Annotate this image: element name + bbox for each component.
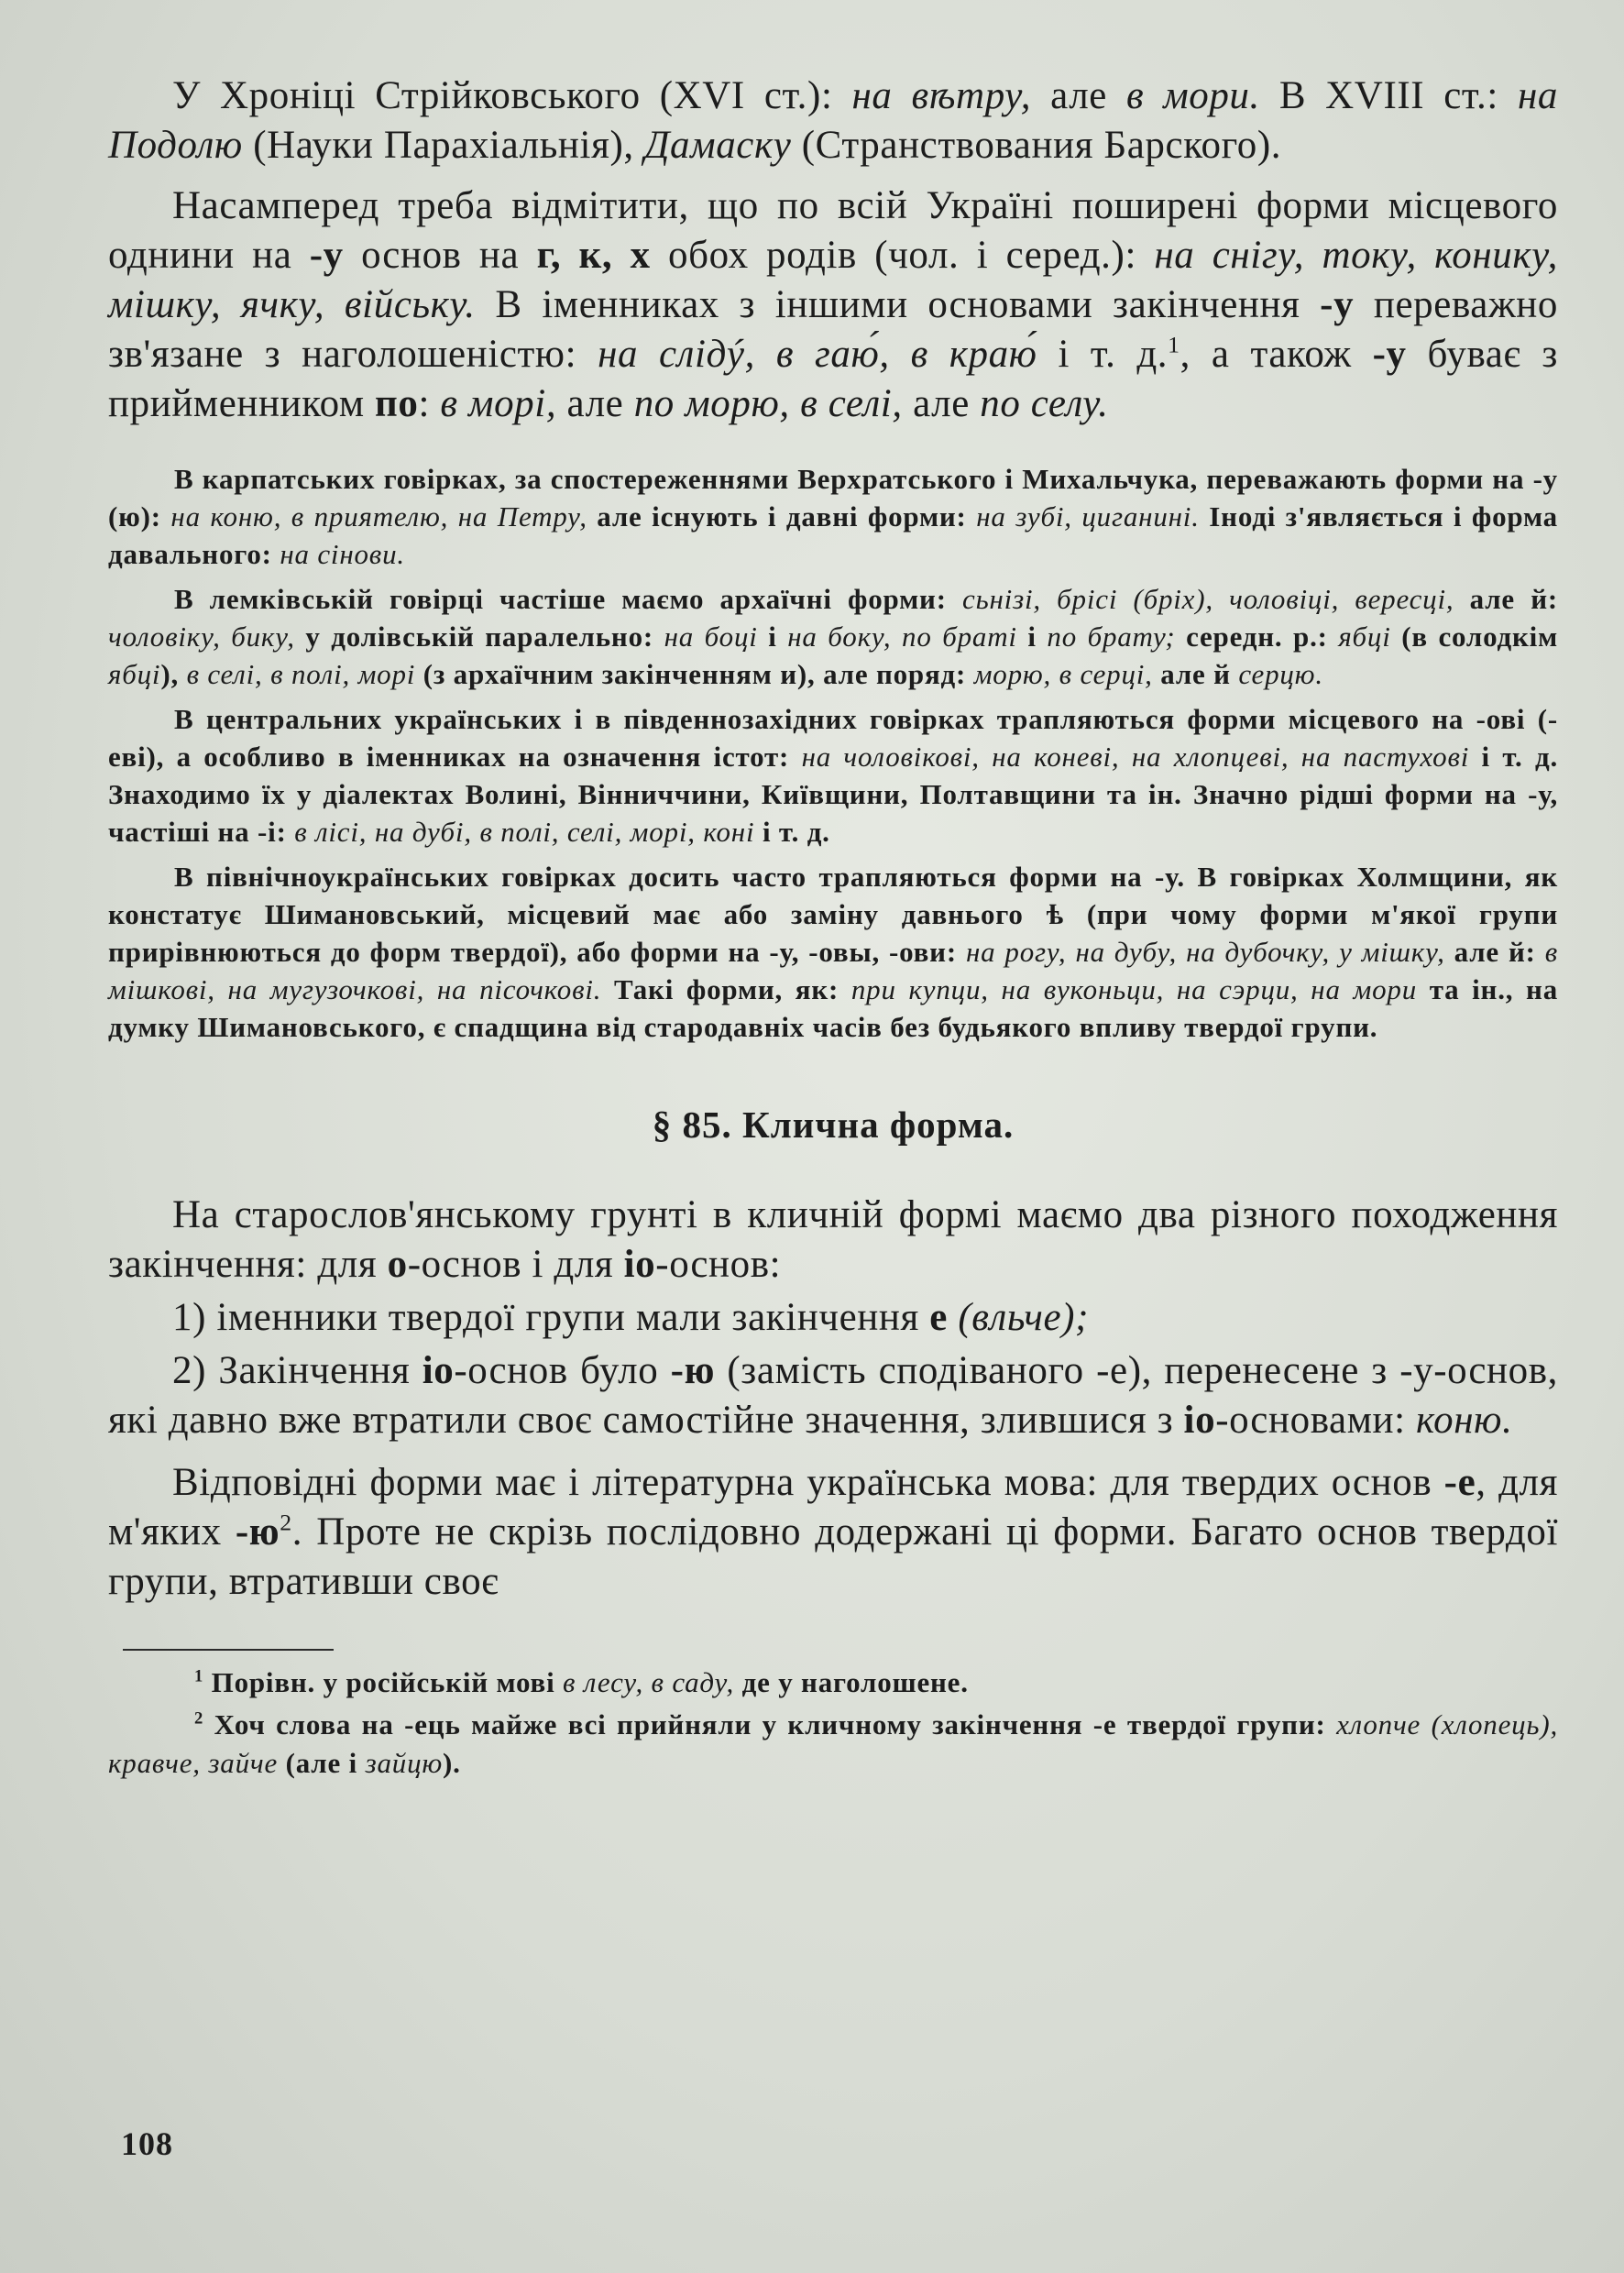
text-run: -основ було (454, 1349, 671, 1392)
italic-example: в селі, в полі, морі (186, 658, 416, 690)
footnote (108, 1706, 1558, 1783)
italic-example: в лесу, в саду, (563, 1666, 735, 1698)
bold-term: -у (309, 234, 344, 277)
italic-example: на Подолю (108, 74, 1558, 167)
intro-text (108, 71, 1558, 429)
italic-example: в морі, (440, 382, 557, 425)
footnote (108, 1664, 1558, 1702)
italic-example: по морю, в селі, (633, 382, 903, 425)
text-run: 1) іменники твердої групи мали закінчення (172, 1296, 930, 1339)
italic-example: по селу. (980, 382, 1109, 425)
page-number: 108 (121, 2125, 173, 2162)
italic-example: коню. (1416, 1399, 1513, 1442)
text-run: В північноукраїнських говірках досить часто трапляються форми на (174, 861, 1156, 893)
text-run: В лемківській говірці частіше маємо архаїчні форми: (174, 583, 963, 615)
text-run: В центральних українських і в південнозахідних говірках трапляються форми місцевого на (174, 703, 1476, 735)
text-run: 2) Закінчення (172, 1349, 422, 1392)
italic-example: хлопче (хлопець), кравче, зайче (108, 1708, 1559, 1779)
italic-example: Дамаску (644, 124, 792, 167)
italic-example: зайцю (365, 1747, 444, 1779)
text-run: : (276, 816, 295, 848)
text-run: майже всі прийняли у кличному закінчення (460, 1708, 1093, 1740)
bold-term: -ець (404, 1708, 461, 1740)
text-run: Хоч слова на (203, 1708, 405, 1740)
bold-term: и (780, 658, 797, 690)
text-run: але існують і давні форми: (587, 500, 977, 533)
bold-term: іо (1183, 1399, 1216, 1442)
text-run: і т. д. (754, 816, 830, 848)
text-run: і т. д. (1037, 333, 1169, 376)
italic-example: в лісі, на дубі, в полі, селі, морі, коні (294, 816, 755, 848)
paragraph (108, 1293, 1558, 1343)
italic-example: ябці (108, 658, 161, 690)
italic-example: в мори. (1125, 74, 1260, 117)
text-run: але й: (1444, 936, 1545, 968)
bold-term: -у (1528, 778, 1551, 810)
italic-example: морю, в серці, (973, 658, 1153, 690)
footnotes (108, 1664, 1558, 1783)
text-run: (з архаїчним закінченням (415, 658, 781, 690)
text-run: -основами: (1215, 1399, 1417, 1442)
text-run: : (946, 936, 966, 968)
italic-example: в мішкові, на мугузочкові, на пісочкові. (108, 936, 1559, 1005)
bold-term: -у, -овы, -ови (769, 936, 947, 968)
italic-example: (вльче); (958, 1296, 1090, 1339)
text-run: та ін., на думку Шимановського, є спадщина від стародавніх часів без будьякого впливу твердої групи. (108, 973, 1558, 1043)
text-run: Порівн. у російській мові (203, 1666, 564, 1698)
dialect-notes (108, 460, 1558, 1046)
bold-term: о (387, 1243, 408, 1286)
paragraph (108, 1191, 1558, 1290)
bold-term: -ові (-еві) (108, 703, 1559, 773)
text-run: і (1016, 620, 1048, 653)
paragraph (108, 1458, 1558, 1607)
italic-example: на боку, по браті (787, 620, 1017, 653)
italic-example: на боці (664, 620, 758, 653)
text-run: але (1031, 74, 1126, 117)
vocative-text (108, 1191, 1558, 1607)
text-run: Насамперед треба відмітити, що по всій Україні поширені форми місцевого однини на (108, 184, 1558, 277)
bold-term: іо (623, 1243, 656, 1286)
bold-term: іо (422, 1349, 455, 1392)
section-heading: § 85. Клична форма. (652, 1104, 1015, 1146)
text-run: В карпатських говірках, за спостереженнями Верхратського і Михальчука, переважають форми на (174, 463, 1533, 495)
footnote-marker: 1 (1168, 331, 1180, 358)
text-run: Такі форми, як: (601, 973, 851, 1005)
text-run: де у наголошене. (734, 1666, 969, 1698)
text-run: Іноді з'являється і форма давального: (108, 500, 1558, 570)
text-run: у долівській паралельно: (294, 620, 664, 653)
text-run: твердої групи: (1116, 1708, 1337, 1740)
italic-example: серцю. (1238, 658, 1323, 690)
text-run: Відповідні форми має і літературна українська мова: для твердих основ (172, 1461, 1444, 1504)
italic-example: на коню, в приятелю, на Петру, (170, 500, 587, 533)
italic-example: сьнізі, брісі (бріх), чоловіці, вересці, (962, 583, 1454, 615)
text-run: На старослов'янському грунті в кличній формі маємо два різного походження закінчення: для (108, 1193, 1558, 1286)
text-run: -основ: (655, 1243, 782, 1286)
bold-term: -ю (670, 1349, 716, 1392)
footnote-marker: 2 (194, 1708, 204, 1729)
bold-term: -у (1372, 333, 1407, 376)
paragraph (108, 181, 1558, 429)
bold-term: -і (258, 816, 277, 848)
text-run: , для м'яких (108, 1461, 1558, 1554)
bold-term: е (929, 1296, 948, 1339)
bold-term: -е (1092, 1708, 1117, 1740)
italic-example: чоловіку, бику, (108, 620, 295, 653)
text-run: і т. д. Знаходимо їх у діалектах Волині, Вінниччини, Київщини, Полтавщини та ін. Значно рідші форми на (108, 741, 1558, 810)
footnote-marker: 2 (280, 1509, 292, 1536)
text-run: ), (160, 658, 187, 690)
text-run: обох родів (чол. і серед.): (650, 234, 1155, 277)
bold-term: -у (ю) (108, 463, 1558, 533)
italic-example: на чоловікові, на коневі, на хлопцеві, на пастухові (801, 741, 1470, 773)
text-run: буває з прийменником (108, 333, 1558, 425)
text-run: У Хроніці Стрійковського (XVI ст.): (172, 74, 852, 117)
text-run: (але і (278, 1747, 366, 1779)
italic-example: на снігу, току, конику, мішку, ячку, війську. (108, 234, 1558, 326)
paragraph (108, 580, 1558, 693)
italic-example: на вѣтру, (851, 74, 1032, 117)
text-run: (Науки Парахіальнія), (242, 124, 645, 167)
bold-term: -е (1443, 1461, 1476, 1504)
paragraph (108, 460, 1558, 573)
bold-term: -у (1320, 283, 1355, 326)
text-run: ). (443, 1747, 461, 1779)
text-run: В XVIII ст.: (1259, 74, 1518, 117)
text-run: середн. р.: (1175, 620, 1339, 653)
paragraph (108, 700, 1558, 851)
text-run: і (757, 620, 788, 653)
text-run: , а також (1180, 333, 1373, 376)
text-run: : (150, 500, 171, 533)
paragraph (108, 858, 1558, 1046)
text-run: : (418, 382, 441, 425)
footnote-divider (123, 1649, 334, 1651)
italic-example: по брату; (1047, 620, 1176, 653)
italic-example: на слідý, в гаю́, в краю́ (598, 333, 1037, 376)
bold-term: -ю (235, 1510, 280, 1554)
italic-example: ябці (1338, 620, 1391, 653)
text-run: , а особливо в іменниках на означення істот: (156, 741, 802, 773)
text-run: основ на (343, 234, 537, 277)
text-run (948, 1296, 958, 1339)
text-run: але й (1152, 658, 1239, 690)
text-run: (Странствования Барского). (791, 124, 1282, 167)
text-run: (в солодкім (1390, 620, 1559, 653)
italic-example: на рогу, на дубу, на дубочку, у мішку, (965, 936, 1445, 968)
text-run: але (556, 382, 634, 425)
text-run: але й: (1454, 583, 1558, 615)
text-run: переважно зв'язане з наголошеністю: (108, 283, 1559, 376)
text-run: , частіші на (108, 778, 1558, 848)
text-run: -основ і для (407, 1243, 624, 1286)
text-run: (замість сподіваного -е), перенесене з -у-основ, які давно вже втратили своє самостійне значення, злившися з (108, 1349, 1558, 1442)
italic-example: при купци, на вуконьци, на сэрци, на мори (850, 973, 1417, 1005)
paragraph (108, 71, 1558, 170)
footnote-marker: 1 (194, 1666, 204, 1686)
text-run: . В говірках Холмщини, як констатує Шимановський, місцевий має або заміну давнього ѣ (при чому форми м'якої групи прирівнюються до форм твердої), або форми на (108, 861, 1558, 968)
bold-term: -у (1155, 861, 1178, 893)
text-run: . Проте не скрізь послідовно додержані ці форми. Багато основ твердої групи, втративши своє (108, 1510, 1558, 1603)
text-run: але (902, 382, 981, 425)
bold-term: г, к, х (536, 234, 651, 277)
italic-example: на сінови. (280, 538, 405, 570)
paragraph (108, 1346, 1558, 1445)
text-run: ), але поряд: (796, 658, 974, 690)
italic-example: на зубі, циганині. (976, 500, 1200, 533)
text-run: В іменниках з іншими основами закінчення (475, 283, 1321, 326)
bold-term: по (375, 382, 419, 425)
